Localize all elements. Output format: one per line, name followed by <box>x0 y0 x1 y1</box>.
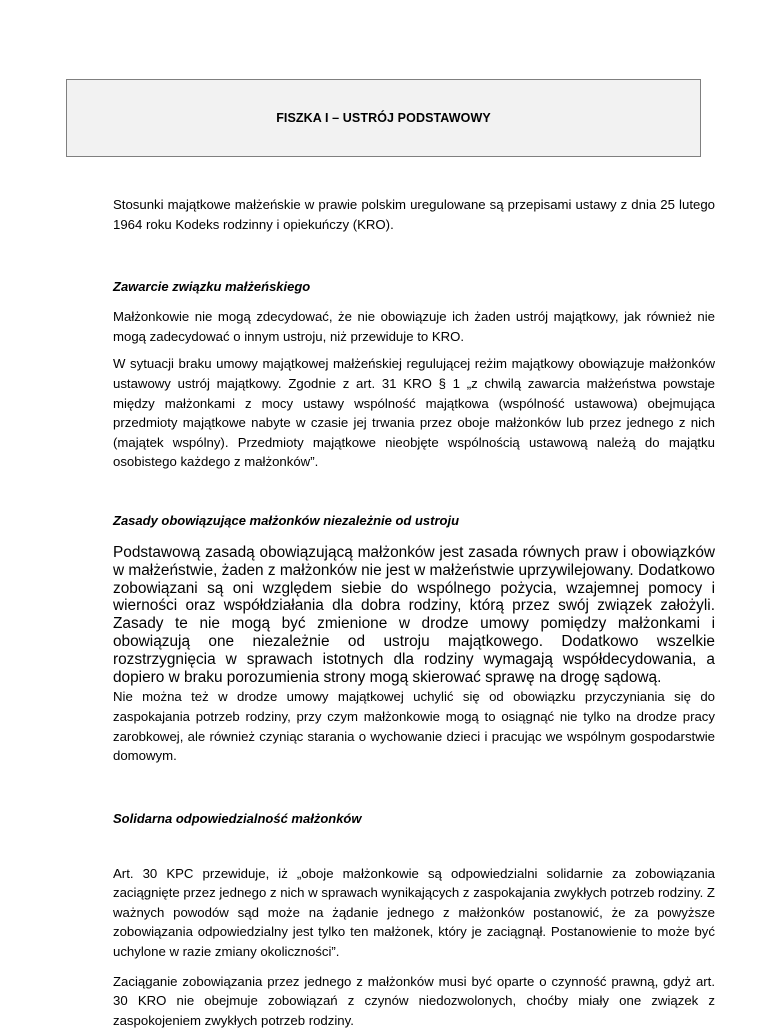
title-box <box>66 79 701 157</box>
section-paragraph: Małżonkowie nie mogą zdecydować, że nie obowiązuje ich żaden ustrój majątkowy, jak również nie mogą zadecydować o innym ustroju, niż przewiduje to KRO. <box>113 309 715 344</box>
section-paragraph: W sytuacji braku umowy majątkowej małżeńskiej regulującej reżim majątkowy obowiązuje małżonków ustawowy ustrój majątkowy. Zgodnie z art. 31 KRO § 1 „z chwilą zawarcia małżeństwa powstaje między małżonkami z mocy ustawy wspólność majątkowa (wspólność ustawowa) obejmująca przedmioty majątkowe nabyte w czasie jej trwania przez oboje małżonków lub przez jednego z nich (majątek wspólny). Przedmioty majątkowe nieobjęte wspólnością ustawową należą do majątku osobistego każdego z małżonków”. <box>113 356 715 470</box>
section-paragraph: Nie można też w drodze umowy majątkowej uchylić się od obowiązku przyczyniania się do zaspokajania potrzeb rodziny, przy czym małżonkowie mogą to osiągnąć nie tylko na drodze pracy zarobkowej, ale również czyniąc starania o wychowanie dzieci i pracując we wspólnym gospodarstwie domowym. <box>113 689 715 764</box>
section-paragraph: Zaciąganie zobowiązania przez jednego z małżonków musi być oparte o czynność prawną, gdyż art. 30 KRO nie obejmuje zobowiązań z czynów niedozwolonych, choćby miały one związek z zaspokojeniem zwykłych potrzeb rodziny. <box>113 973 715 1028</box>
document-title: FISZKA I – USTRÓJ PODSTAWOWY <box>276 111 491 125</box>
section-paragraph: Podstawową zasadą obowiązującą małżonków jest zasada równych praw i obowiązków w małżeństwie, żaden z małżonków nie jest w małżeństwie uprzywilejowany. Dodatkowo zobowiązani są oni względem siebie do wspólnego pożycia, wzajemnej pomocy i wierności oraz współdziałania dla dobra rodziny, którą przez swój związek założyli. Zasady te nie mogą być zmienione w drodze umowy pomiędzy małżonkami i obowiązują one niezależnie od ustroju majątkowego. Dodatkowo wszelkie rozstrzygnięcia w sprawach istotnych dla rodziny wymagają współdecydowania, a dopiero w braku porozumienia strony mogą skierować sprawę na drogę sądową. <box>113 543 715 686</box>
document-body <box>113 195 715 1030</box>
section-heading-zasady: Zasady obowiązujące małżonków niezależnie od ustroju <box>113 512 460 528</box>
section-heading-zawarcie: Zawarcie związku małżeńskiego <box>113 279 311 295</box>
section-heading-solidarna: Solidarna odpowiedzialność małżonków <box>113 810 362 826</box>
section-paragraph: Art. 30 KPC przewiduje, iż „oboje małżonkowie są odpowiedzialni solidarnie za zobowiązania zaciągnięte przez jednego z nich w sprawach wynikających z zaspokajania zwykłych potrzeb rodziny. Z ważnych powodów sąd może na żądanie jednego z małżonków postanowić, że za powyższe zobowiązania odpowiedzialny jest tylko ten małżonek, który je zaciągnął. Postanowienie to może być uchylone w razie zmiany okoliczności”. <box>113 865 715 960</box>
intro-paragraph: Stosunki majątkowe małżeńskie w prawie polskim uregulowane są przepisami ustawy z dnia 25 lutego 1964 roku Kodeks rodzinny i opiekuńczy (KRO). <box>113 197 715 232</box>
